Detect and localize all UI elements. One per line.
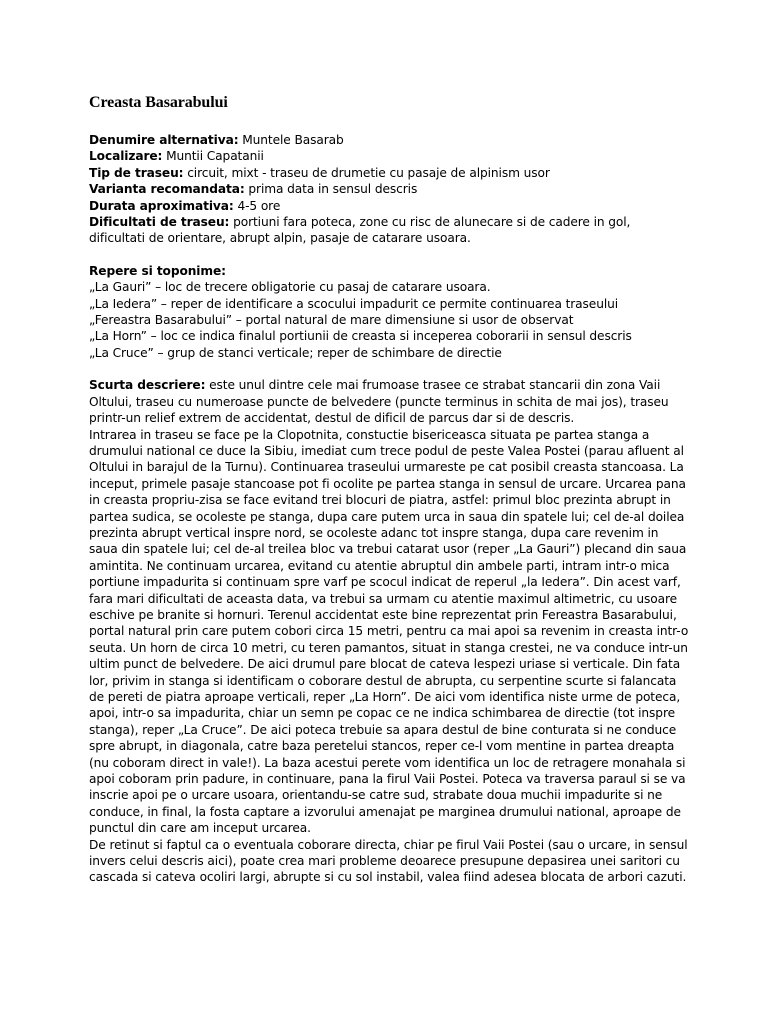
field-recommended-variant [89, 181, 689, 197]
trail-info [89, 132, 689, 247]
description-section [89, 377, 689, 886]
field-location [89, 148, 689, 164]
landmark-item: „La Cruce” – grup de stanci verticale; reper de schimbare de directie [89, 345, 502, 360]
description-paragraph: Intrarea in traseu se face pe la Clopotnita, constuctie bisericeasca situata pe partea stanga a drumului national ce duce la Sibiu, imediat cum trece podul de peste Valea Postei (parau afluent al Oltului in barajul de la Turnu). Continuarea traseului urmareste pe cat posibil creasta stancoasa. La inceput, primele pasaje stancoase pot fi ocolite pe partea stanga in sensul de urcare. Urcarea pana in creasta propriu-zisa se face evitand trei blocuri de piatra, astfel: primul bloc prezinta abrupt in partea sudica, se ocoleste pe stanga, dupa care putem urca in saua din spatele lui; cel de-al doilea prezinta abrupt vertical inspre nord, se ocoleste adanc tot inspre stanga, dupa care revenim in saua din spatele lui; cel de-al treilea bloc va trebui catarat usor (reper „La Gauri”) plecand din saua amintita. Ne continuam urcarea, evitand cu atentie abruptul din ambele parti, intram intr-o mica portiune impadurita si continuam spre varf pe scocul indicat de reperul „la Iedera”. Din acest varf, fara mari dificultati de aceasta data, va trebui sa urmam cu atentie maximul altimetric, cu usoare eschive pe branite si hornuri. Terenul accidentat este bine reprezentat prin Fereastra Basarabului, portal natural prin care putem cobori circa 15 metri, pentru ca mai apoi sa revenim in creasta intr-o seuta. Un horn de circa 10 metri, cu teren pamantos, situat in stanga crestei, ne va conduce intr-un ultim punct de belvedere. De aici drumul pare blocat de cateva lespezi uriase si verticale. Din fata lor, privim in stanga si identificam o coborare destul de abrupta, cu serpentine scurte si falancata de pereti de piatra aproape verticali, reper „La Horn”. De aici vom identifica niste urme de poteca, apoi, intr-o sa impadurita, chiar un semn pe copac ce ne indica schimbarea de directie (tot inspre stanga), reper „La Cruce”. De aici poteca trebuie sa apara destul de bine conturata si ne conduce spre abrupt, in diagonala, catre baza peretelui stancos, reper ce-l vom mentine in partea dreapta (nu coboram direct in vale!). La baza acestui perete vom identifica un loc de retragere monahala si apoi coboram prin padure, in continuare, pana la firul Vaii Postei. Poteca va traversa paraul si se va inscrie apoi pe o urcare usoara, orientandu-se catre sud, strabate doua muchii impadurite si ne conduce, in final, la fosta captare a izvorului amenajat pe marginea drumului national, aproape de punctul din care am inceput urcarea. [89, 427, 689, 836]
field-value: 4-5 ore [233, 198, 281, 213]
landmarks-section [89, 263, 689, 361]
page-title: Creasta Basarabului [89, 94, 228, 111]
field-label: Localizare: [89, 149, 163, 164]
landmarks-heading: Repere si toponime: [89, 263, 226, 278]
field-duration [89, 198, 689, 214]
field-difficulties [89, 214, 689, 247]
landmark-item: „La Gauri” – loc de trecere obligatorie cu pasaj de catarare usoara. [89, 280, 491, 295]
field-label: Tip de traseu: [89, 165, 184, 180]
field-label: Denumire alternativa: [89, 133, 239, 147]
field-trail-type [89, 165, 689, 181]
landmark-item: „La Iedera” – reper de identificare a scocului impadurit ce permite continuarea traseului [89, 296, 619, 311]
landmark-item: „La Horn” – loc ce indica finalul portiunii de creasta si inceperea coborarii in sensul descris [89, 329, 632, 344]
description-heading: Scurta descriere: [89, 378, 206, 393]
field-value: portiuni fara poteca, zone cu risc de alunecare si de cadere in gol, dificultati de orientare, abrupt alpin, pasaje de catarare usoara. [89, 215, 631, 246]
field-value: prima data in sensul descris [244, 182, 418, 197]
description-paragraph: De retinut si faptul ca o eventuala coborare directa, chiar pe firul Vaii Postei (sau o urcare, in sensul invers celui descris aici), poate crea mari probleme deoarece presupune depasirea unei saritori cu cascada si cateva ocoliri largi, abrupte si cu sol instabil, valea fiind adesea blocata de arbori cazuti. [89, 837, 688, 885]
field-value: circuit, mixt - traseu de drumetie cu pasaje de alpinism usor [183, 165, 550, 180]
field-label: Dificultati de traseu: [89, 215, 230, 230]
description-intro [89, 377, 689, 426]
landmark-item: „Fereastra Basarabului” – portal natural de mare dimensiune si usor de observat [89, 313, 574, 328]
field-value: Muntii Capatanii [162, 149, 264, 164]
document-page [89, 93, 689, 886]
field-value: Muntele Basarab [238, 133, 344, 147]
field-alternative-name [89, 132, 689, 148]
description-intro-text: este unul dintre cele mai frumoase trasee ce strabat stancarii din zona Vaii Oltului, traseu cu numeroase puncte de belvedere (puncte terminus in schita de mai jos), traseu printr-un relief extrem de accidentat, destul de dificil de parcus dar si de descris. [89, 378, 669, 426]
field-label: Durata aproximativa: [89, 198, 234, 213]
field-label: Varianta recomandata: [89, 182, 245, 197]
